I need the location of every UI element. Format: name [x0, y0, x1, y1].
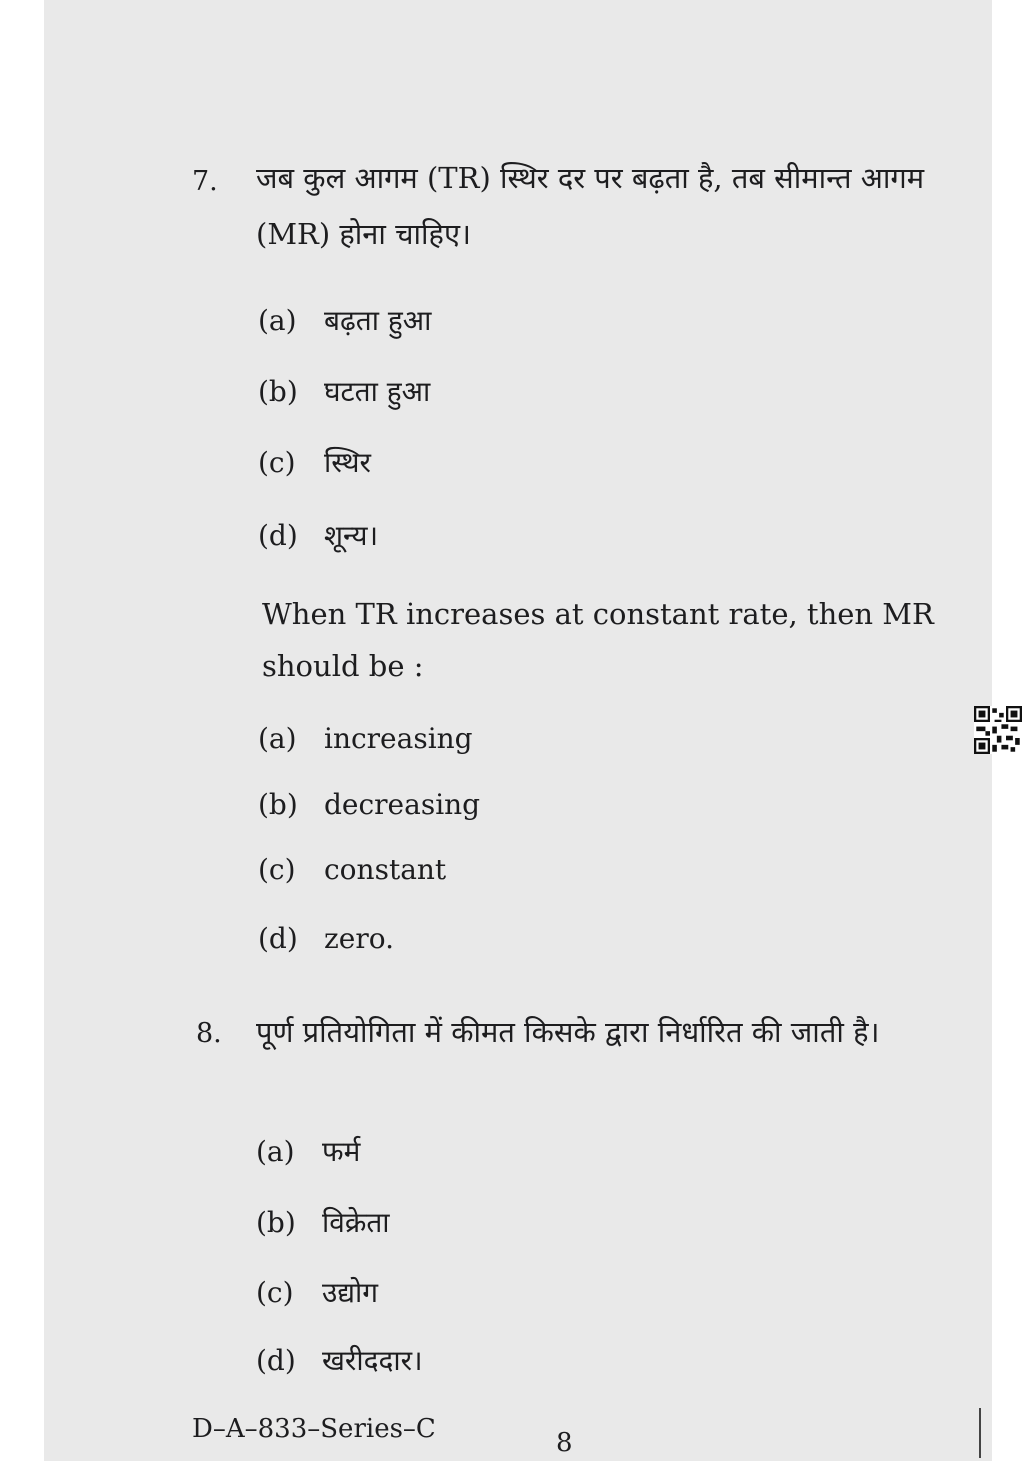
q7-english-option-d — [258, 922, 394, 955]
option-text: शून्य। — [324, 519, 379, 552]
question-8-hindi-text: पूर्ण प्रतियोगिता में कीमत किसके द्वारा निर्धारित की जाती है। — [256, 1015, 880, 1049]
question-8-number: 8. — [196, 1018, 222, 1049]
question-7-hindi-text: जब कुल आगम (TR) स्थिर दर पर बढ़ता है, तब सीमान्त आगम (MR) होना चाहिए। — [256, 161, 925, 251]
q7-hindi-option-b — [258, 372, 430, 410]
option-label: (b) — [256, 1206, 296, 1239]
option-text: zero. — [324, 922, 394, 955]
option-text: decreasing — [324, 788, 481, 821]
option-label: (c) — [258, 446, 296, 479]
option-label: (b) — [258, 788, 298, 821]
q7-english-option-a — [258, 722, 473, 755]
option-text: खरीददार। — [322, 1344, 423, 1377]
option-label: (a) — [258, 304, 297, 337]
option-text: increasing — [324, 722, 473, 755]
option-text: घटता हुआ — [324, 375, 431, 408]
page-number: 8 — [556, 1428, 573, 1458]
q7-english-option-b — [258, 788, 480, 821]
margin-line — [979, 1408, 981, 1458]
option-label: (b) — [258, 375, 298, 408]
option-label: (a) — [258, 722, 297, 755]
question-7-english-text: When TR increases at constant rate, then MR should be : — [262, 597, 934, 683]
option-label: (a) — [256, 1135, 295, 1168]
option-text: फर्म — [322, 1135, 361, 1168]
q7-hindi-option-c — [258, 443, 371, 481]
option-label: (d) — [258, 922, 298, 955]
option-label: (c) — [258, 853, 296, 886]
q8-hindi-option-c — [256, 1273, 378, 1311]
option-text: बढ़ता हुआ — [324, 304, 432, 337]
option-text: constant — [324, 853, 447, 886]
q8-hindi-option-b — [256, 1203, 390, 1241]
q8-hindi-option-d — [256, 1341, 423, 1379]
qr-code-icon — [974, 706, 1022, 754]
option-text: उद्योग — [322, 1276, 379, 1309]
option-label: (c) — [256, 1276, 294, 1309]
option-text: स्थिर — [324, 446, 371, 479]
question-7-number: 7. — [192, 166, 218, 197]
q7-hindi-option-a — [258, 301, 431, 339]
paper-code: D–A–833–Series–C — [192, 1414, 436, 1444]
q8-hindi-option-a — [256, 1132, 360, 1170]
q7-hindi-option-d — [258, 516, 378, 554]
option-label: (d) — [256, 1344, 296, 1377]
q7-english-option-c — [258, 853, 446, 886]
option-label: (d) — [258, 519, 298, 552]
option-text: विक्रेता — [322, 1206, 390, 1239]
